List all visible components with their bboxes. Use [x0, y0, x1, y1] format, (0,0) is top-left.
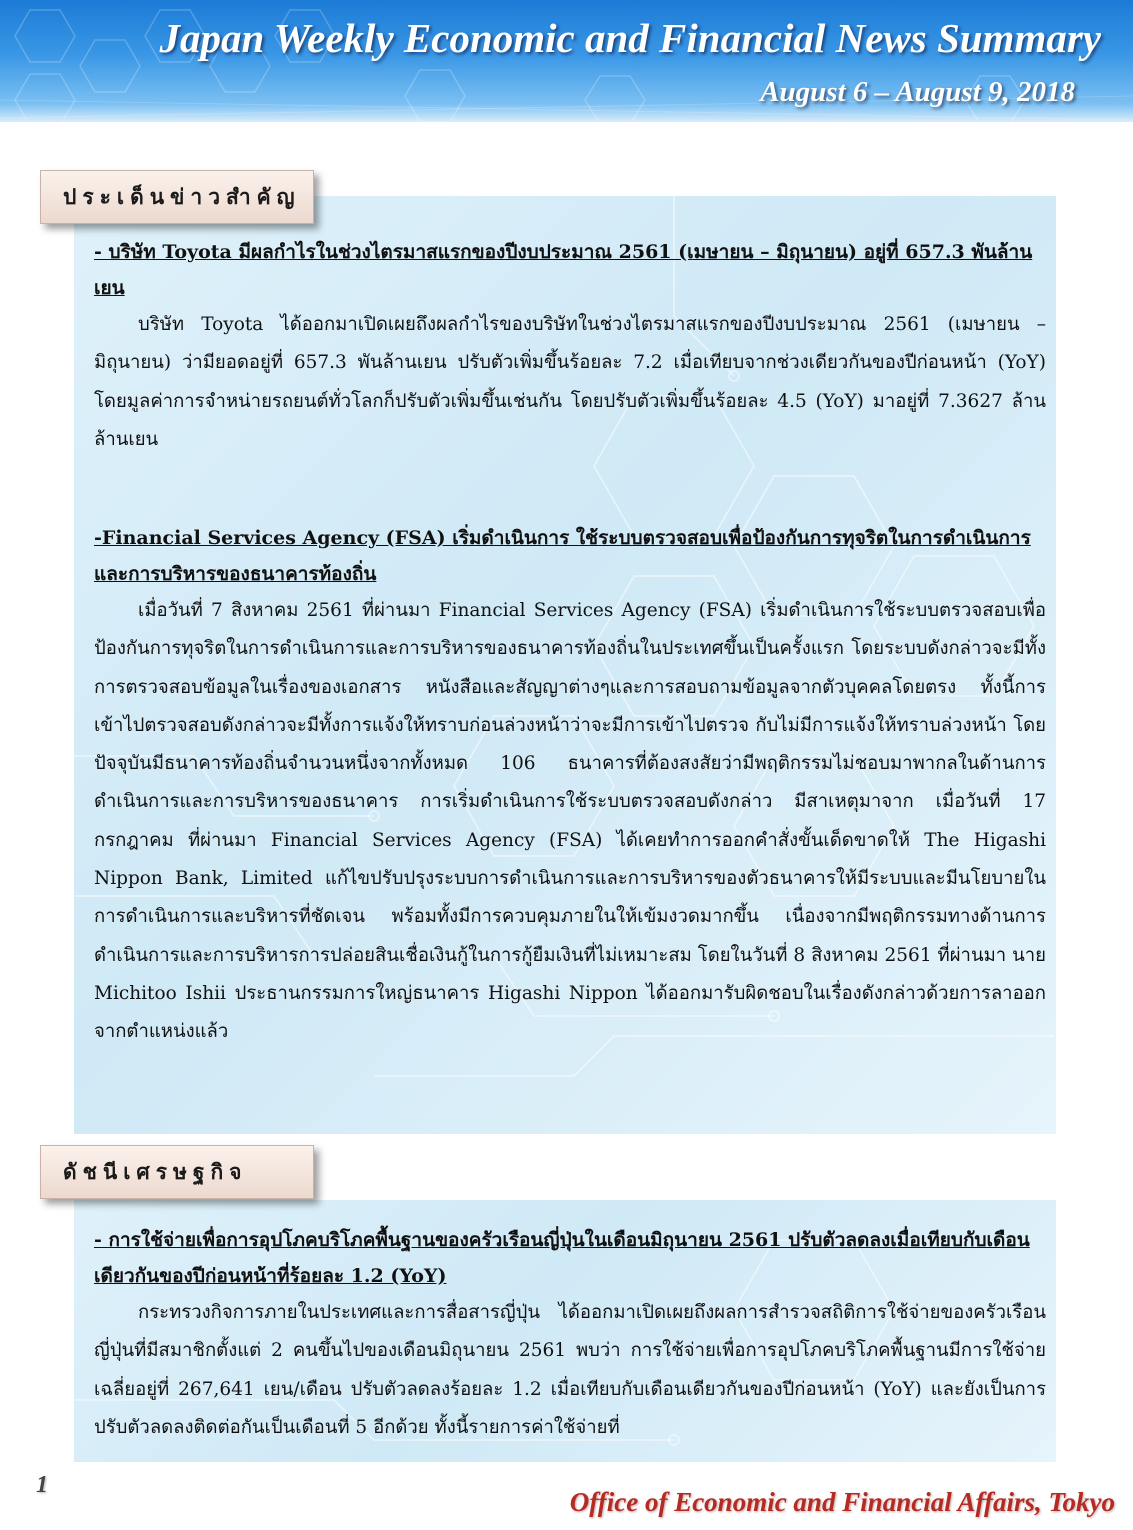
article-headline: - บริษัท Toyota มีผลกำไรในช่วงไตรมาสแรกของปีงบประมาณ 2561 (เมษายน – มิถุนายน) อยู่ที่ 657.3 พันล้านเยน [94, 241, 1033, 299]
article-body: กระทรวงกิจการภายในประเทศและการสื่อสารญี่ปุ่น ได้ออกมาเปิดเผยถึงผลการสำรวจสถิติการใช้จ่ายของครัวเรือนญี่ปุ่นที่มีสมาชิกตั้งแต่ 2 คนขึ้นไปของเดือนมิถุนายน 2561 พบว่า การใช้จ่ายเพื่อการอุปโภคบริโภคพื้นฐานมีการใช้จ่ายเฉลี่ยอยู่ที่ 267,641 เยน/เดือน ปรับตัวลดลงร้อยละ 1.2 เมื่อเทียบกับเดือนเดียวกันของปีก่อนหน้า (YoY) และยังเป็นการปรับตัวลดลงติดต่อกันเป็นเดือนที่ 5 อีกด้วย ทั้งนี้รายการค่าใช้จ่ายที่ [94, 1302, 1046, 1438]
news-article [94, 1222, 1046, 1447]
header-banner [0, 0, 1133, 122]
page-title: Japan Weekly Economic and Financial News Summary [159, 15, 1101, 61]
footer-office-name: Office of Economic and Financial Affairs, Tokyo [569, 1487, 1115, 1517]
news-article [94, 234, 1046, 459]
section-tab-key-news: ประเด็นข่าวสำคัญ [40, 170, 314, 224]
article-body: บริษัท Toyota ได้ออกมาเปิดเผยถึงผลกำไรของบริษัทในช่วงไตรมาสแรกของปีงบประมาณ 2561 (เมษายน – มิถุนายน) ว่ามียอดอยู่ที่ 657.3 พันล้านเยน ปรับตัวเพิ่มขึ้นร้อยละ 7.2 เมื่อเทียบจากช่วงเดียวกันของปีก่อนหน้า (YoY) โดยมูลค่าการจำหน่ายรถยนต์ทั่วโลกก็ปรับตัวเพิ่มขึ้นเช่นกัน โดยปรับตัวเพิ่มขึ้นร้อยละ 4.5 (YoY) มาอยู่ที่ 7.3627 ล้านล้านเยน [94, 314, 1046, 450]
article-headline: - การใช้จ่ายเพื่อการอุปโภคบริโภคพื้นฐานของครัวเรือนญี่ปุ่นในเดือนมิถุนายน 2561 ปรับตัวลดลงเมื่อเทียบกับเดือนเดียวกันของปีก่อนหน้าที่ร้อยละ 1.2 (YoY) [94, 1229, 1030, 1287]
section-tab-economic-index: ดัชนีเศรษฐกิจ [40, 1145, 314, 1199]
news-article [94, 520, 1046, 1052]
date-range: August 6 – August 9, 2018 [760, 76, 1075, 108]
page-number: 1 [36, 1472, 48, 1498]
article-body: เมื่อวันที่ 7 สิงหาคม 2561 ที่ผ่านมา Financial Services Agency (FSA) เริ่มดำเนินการใช้ระบบตรวจสอบเพื่อป้องกันการทุจริตในการดำเนินการและการบริหารของธนาคารท้องถิ่นในประเทศขึ้นเป็นครั้งแรก โดยระบบดังกล่าวจะมีทั้งการตรวจสอบข้อมูลในเรื่องของเอกสาร หนังสือและสัญญาต่างๆและการสอบถามข้อมูลจากตัวบุคคลโดยตรง ทั้งนี้การเข้าไปตรวจสอบดังกล่าวจะมีทั้งการแจ้งให้ทราบก่อนล่วงหน้าว่าจะมีการเข้าไปตรวจ กับไม่มีการแจ้งให้ทราบล่วงหน้า โดยปัจจุบันมีธนาคารท้องถิ่นจำนวนหนึ่งจากทั้งหมด 106 ธนาคารที่ต้องสงสัยว่ามีพฤติกรรมไม่ชอบมาพากลในด้านการดำเนินการและการบริหารของธนาคาร การเริ่มดำเนินการใช้ระบบตรวจสอบดังกล่าว มีสาเหตุมาจาก เมื่อวันที่ 17 กรกฎาคม ที่ผ่านมา Financial Services Agency (FSA) ได้เคยทำการออกคำสั่งขั้นเด็ดขาดให้ The Higashi Nippon Bank, Limited แก้ไขปรับปรุงระบบการดำเนินการและการบริหารของตัวธนาคารให้มีระบบและมีนโยบายในการดำเนินการและบริหารที่ชัดเจน พร้อมทั้งมีการควบคุมภายในให้เข้มงวดมากขึ้น เนื่องจากมีพฤติกรรมทางด้านการดำเนินการและการบริหารการปล่อยสินเชื่อเงินกู้ในการกู้ยืมเงินที่ไม่เหมาะสม โดยในวันที่ 8 สิงหาคม 2561 ที่ผ่านมา นาย Michitoo Ishii ประธานกรรมการใหญ่ธนาคาร Higashi Nippon ได้ออกมารับผิดชอบในเรื่องดังกล่าวด้วยการลาออกจากตำแหน่งแล้ว [94, 600, 1046, 1043]
article-headline: -Financial Services Agency (FSA) เริ่มดำเนินการ ใช้ระบบตรวจสอบเพื่อป้องกันการทุจริตในการดำเนินการและการบริหารของธนาคารท้องถิ่น [94, 527, 1031, 585]
